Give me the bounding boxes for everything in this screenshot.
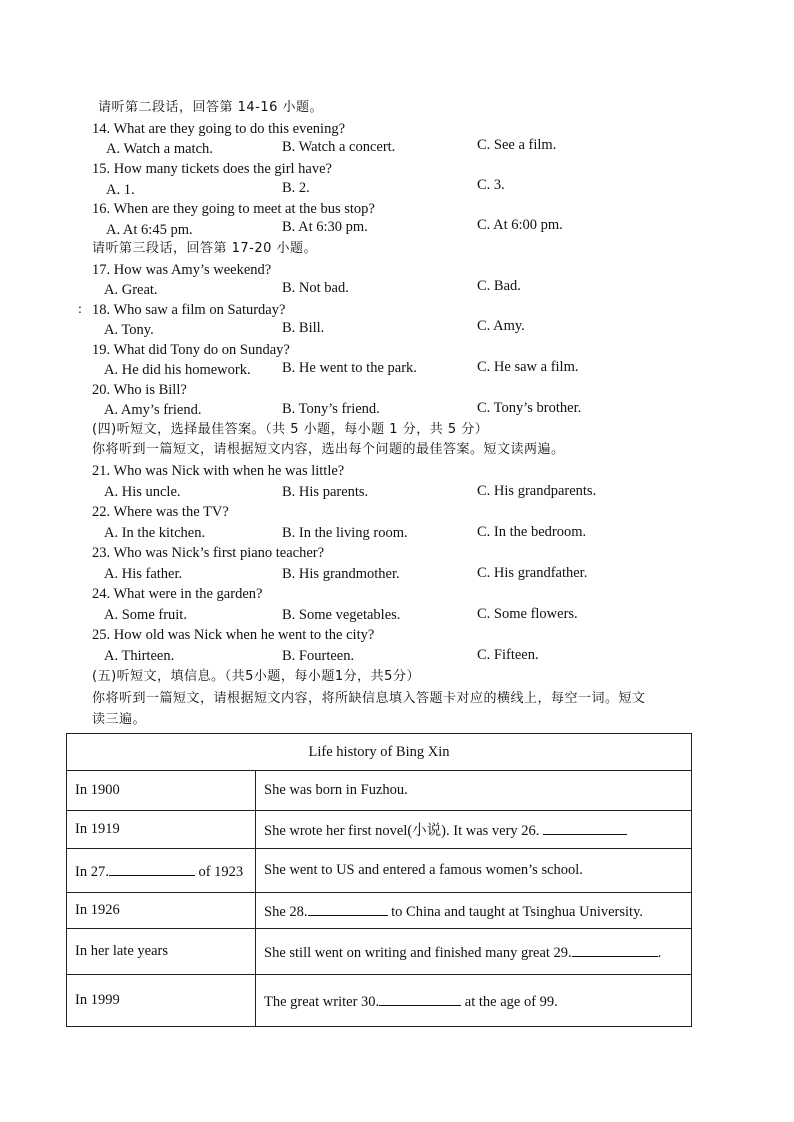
blank-26[interactable] <box>543 820 627 835</box>
q20-option-b: B. Tony’s friend. <box>282 401 380 417</box>
question-21: 21. Who was Nick with when he was little? <box>92 463 345 479</box>
q21-option-a: A. His uncle. <box>104 484 181 500</box>
q20-option-c: C. Tony’s brother. <box>477 400 582 416</box>
question-18: 18. Who saw a film on Saturday? <box>92 302 286 318</box>
part5-title: (五)听短文，填信息。（共5小题，每小题1分，共5分） <box>92 669 420 684</box>
blank-30[interactable] <box>379 991 461 1006</box>
q20-option-a: A. Amy’s friend. <box>104 402 202 418</box>
q25-option-b: B. Fourteen. <box>282 648 355 664</box>
table-row <box>67 771 692 811</box>
part5-instruction-line1: 你将听到一篇短文，请根据短文内容，将所缺信息填入答题卡对应的横线上，每空一词。短文 <box>92 691 646 706</box>
table-row <box>67 975 692 1027</box>
row-1900-right: She was born in Fuzhou. <box>256 771 692 811</box>
q18-option-b: B. Bill. <box>282 320 325 336</box>
q15-option-c: C. 3. <box>477 177 505 193</box>
life-history-table <box>66 733 692 1027</box>
row-1926-right <box>256 893 692 929</box>
question-20: 20. Who is Bill? <box>92 382 187 398</box>
row-27-post: of 1923 <box>198 863 244 880</box>
question-22: 22. Where was the TV? <box>92 504 229 520</box>
q22-option-c: C. In the bedroom. <box>477 524 587 540</box>
row-late-years-pre: She still went on writing and finished many great 29. <box>264 944 572 961</box>
q14-option-a: A. Watch a match. <box>106 141 213 157</box>
row-1999-post: at the age of 99. <box>464 993 558 1010</box>
table-row <box>67 893 692 929</box>
q19-option-a: A. He did his homework. <box>104 362 251 378</box>
row-27-pre: In 27. <box>75 863 109 880</box>
q19-option-b: B. He went to the park. <box>282 360 417 376</box>
section3-header: 请听第三段话，回答第 17-20 小题。 <box>92 241 318 256</box>
row-27-left <box>67 849 256 893</box>
row-1999-pre: The great writer 30. <box>264 993 380 1010</box>
table-row <box>67 811 692 849</box>
question-15: 15. How many tickets does the girl have? <box>92 161 332 177</box>
table-row <box>67 929 692 975</box>
blank-27[interactable] <box>109 861 195 876</box>
q24-option-a: A. Some fruit. <box>104 607 187 623</box>
q17-option-a: A. Great. <box>104 282 158 298</box>
part4-title: (四)听短文，选择最佳答案。（共 5 小题，每小题 1 分，共 5 分） <box>92 422 489 437</box>
row-1900-left: In 1900 <box>67 771 256 811</box>
blank-29[interactable] <box>572 942 658 957</box>
q25-option-a: A. Thirteen. <box>104 648 175 664</box>
q25-option-c: C. Fifteen. <box>477 647 539 663</box>
q21-option-c: C. His grandparents. <box>477 483 597 499</box>
question-19: 19. What did Tony do on Sunday? <box>92 342 290 358</box>
row-1919-right <box>256 811 692 849</box>
part5-instruction-line2: 读三遍。 <box>92 712 147 727</box>
table-title: Life history of Bing Xin <box>67 734 692 771</box>
q18-option-c: C. Amy. <box>477 318 525 334</box>
q15-option-b: B. 2. <box>282 180 310 196</box>
blank-28[interactable] <box>308 901 388 916</box>
question-14: 14. What are they going to do this evening? <box>92 121 346 137</box>
table-row <box>67 849 692 893</box>
row-1999-right <box>256 975 692 1027</box>
q23-option-c: C. His grandfather. <box>477 565 588 581</box>
q22-option-a: A. In the kitchen. <box>104 525 206 541</box>
row-late-years-right <box>256 929 692 975</box>
row-1999-left: In 1999 <box>67 975 256 1027</box>
q23-option-b: B. His grandmother. <box>282 566 400 582</box>
q24-option-b: B. Some vegetables. <box>282 607 401 623</box>
row-1926-pre: She 28. <box>264 903 308 920</box>
q19-option-c: C. He saw a film. <box>477 359 579 375</box>
question-24: 24. What were in the garden? <box>92 586 263 602</box>
q17-option-b: B. Not bad. <box>282 280 349 296</box>
row-1926-post: to China and taught at Tsinghua University. <box>391 903 644 920</box>
part4-instruction: 你将听到一篇短文，请根据短文内容，选出每个问题的最佳答案。短文读两遍。 <box>92 442 565 457</box>
q21-option-b: B. His parents. <box>282 484 369 500</box>
q14-option-b: B. Watch a concert. <box>282 139 396 155</box>
question-23: 23. Who was Nick’s first piano teacher? <box>92 545 325 561</box>
q15-option-a: A. 1. <box>106 182 135 198</box>
margin-mark: : <box>78 302 82 317</box>
row-1919-left: In 1919 <box>67 811 256 849</box>
row-1926-left: In 1926 <box>67 893 256 929</box>
q17-option-c: C. Bad. <box>477 278 521 294</box>
q24-option-c: C. Some flowers. <box>477 606 578 622</box>
section2-header: 请听第二段话，回答第 14-16 小题。 <box>98 100 324 115</box>
row-late-years-left: In her late years <box>67 929 256 975</box>
q22-option-b: B. In the living room. <box>282 525 408 541</box>
row-27-right: She went to US and entered a famous women’s school. <box>256 849 692 893</box>
question-16: 16. When are they going to meet at the bus stop? <box>92 201 375 217</box>
row-1919-text: She wrote her first novel(小说). It was very 26. <box>264 823 540 839</box>
q16-option-c: C. At 6:00 pm. <box>477 217 563 233</box>
row-late-years-post: . <box>657 944 662 961</box>
q16-option-b: B. At 6:30 pm. <box>282 219 368 235</box>
q23-option-a: A. His father. <box>104 566 183 582</box>
q16-option-a: A. At 6:45 pm. <box>106 222 193 238</box>
question-17: 17. How was Amy’s weekend? <box>92 262 272 278</box>
q14-option-c: C. See a film. <box>477 137 557 153</box>
q18-option-a: A. Tony. <box>104 322 154 338</box>
question-25: 25. How old was Nick when he went to the city? <box>92 627 375 643</box>
